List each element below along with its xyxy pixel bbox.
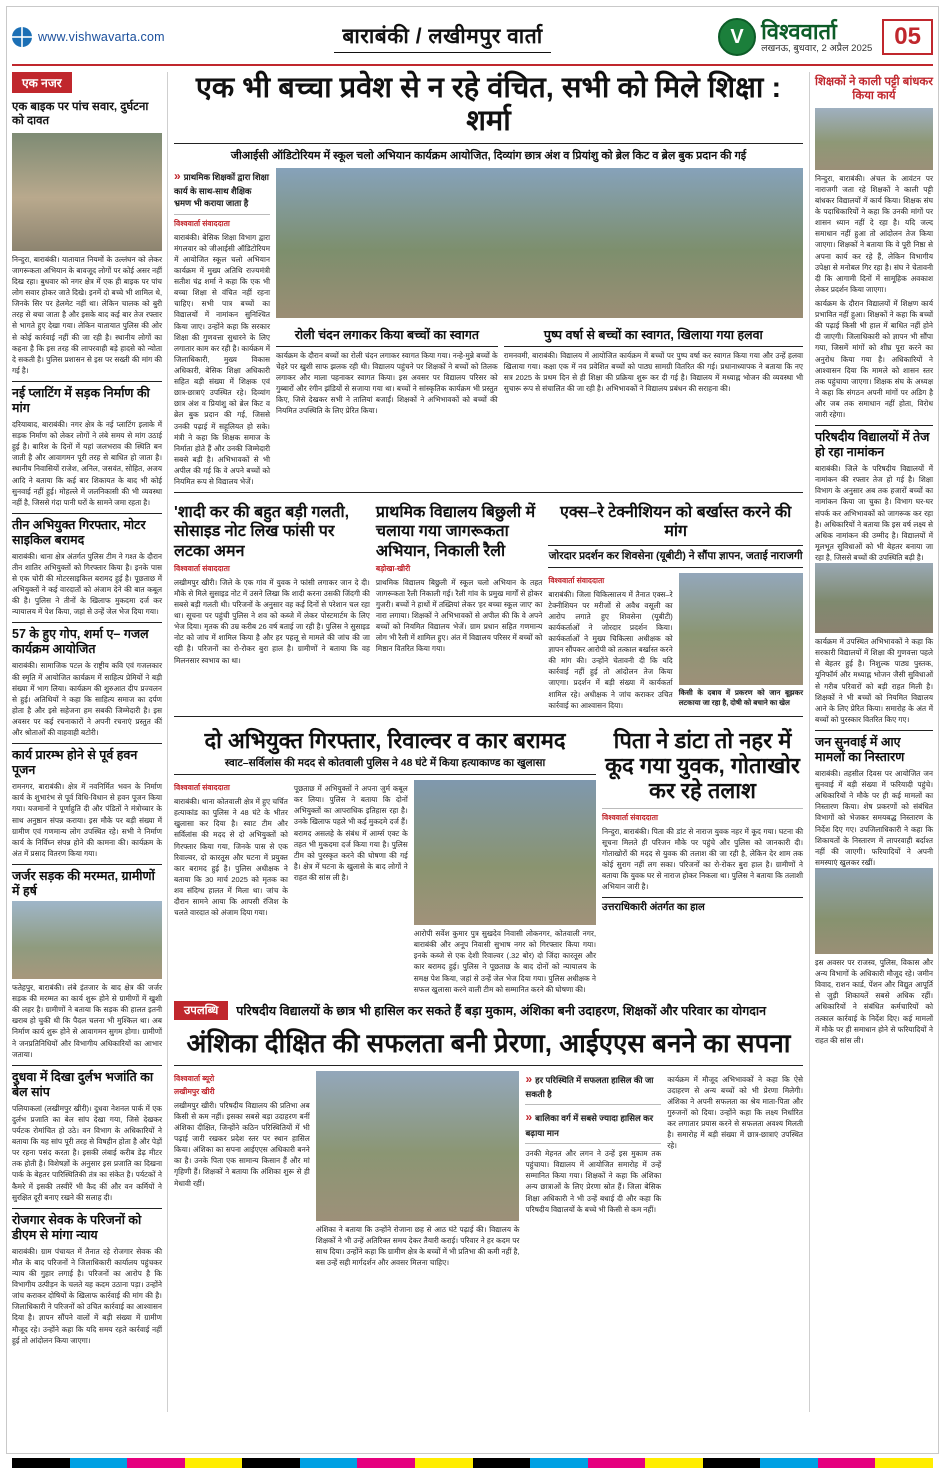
right-column-subheadline-2: जन सुनवाई में आए मामलों का निस्तारण	[815, 730, 933, 765]
pull-quote-text: बालिका वर्ग में सबसे ज्यादा हासिल कर बढ़ाया मान	[525, 1113, 654, 1138]
photo-bike-riders	[12, 133, 162, 251]
story-place: बड़ोखा-खीरी	[375, 563, 411, 573]
story-body: कार्यक्रम में मौजूद अभिभावकों ने कहा कि ऐसे उदाहरण से अन्य बच्चों को भी प्रेरणा मिलेगी। अंशिका ने अपनी सफलता का श्रेय माता-पिता और गुरुजनों को दिया। उन्होंने कहा कि लक्ष्य निर्धारित कर लगातार प्रयास करने से सफलता अवश्य मिलती है। समारोह में बड़ी संख्या में छात्र-छात्राएं उपस्थित रहे।	[667, 1074, 804, 1151]
byline: विश्ववार्ता संवाददाता	[174, 783, 230, 793]
list-item-body: रामनगर, बाराबंकी। क्षेत्र में नवनिर्मित भवन के निर्माण कार्य के शुभारंभ से पूर्व विधि-विधान से हवन पूजन किया गया। यजमानों ने पूर्णाहुति दी और पंडितों ने मंत्रोच्चार के साथ अनुष्ठान संपन्न कराया। इस मौके पर बड़ी संख्या में ग्रामीण एवं गणमान्य लोग उपस्थित रहे। सभी ने निर्माण कार्य के निर्विघ्न संपन्न होने की कामना की। कार्यक्रम के अंत में प्रसाद वितरण किया गया।	[12, 782, 162, 858]
status-badge: उपलब्धि	[174, 1001, 228, 1020]
edition-line: लखनऊ, बुधवार, 2 अप्रैल 2025	[761, 42, 873, 54]
photo-teachers-protest	[815, 108, 933, 170]
story-body: निन्दुरा, बाराबंकी। पिता की डांट से नाराज युवक नहर में कूद गया। घटना की सूचना मिलते ही परिजन मौके पर पहुंचे और पुलिस को जानकारी दी। गोताखोरों की मदद से युवक की तलाश की जा रही है, लेकिन देर शाम तक कोई सुराग नहीं लग सका। परिजनों का रो-रोकर बुरा हाल है। ग्रामीणों ने बताया कि युवक घर से नाराज होकर निकला था। पुलिस ने बताया कि तलाशी अभियान जारी है।	[602, 826, 803, 892]
list-item-body: फतेहपुर, बाराबंकी। लंबे इंतजार के बाद क्षेत्र की जर्जर सड़क की मरम्मत का कार्य शुरू होने से ग्रामीणों में खुशी की लहर है। ग्रामीणों ने बताया कि सड़क की हालत इतनी खराब हो चुकी थी कि पैदल चलना भी मुश्किल था। अब निर्माण कार्य शुरू होने से आवागमन सुगम होगा। ग्रामीणों ने जनप्रतिनिधियों और विभागीय अधिकारियों का आभार जताया।	[12, 983, 162, 1059]
story-body: प्राथमिक विद्यालय बिछुली में स्कूल चलो अभियान के तहत जागरूकता रैली निकाली गई। रैली गांव के प्रमुख मार्गों से होकर गुजरी। बच्चों ने हाथों में तख्तियां लेकर 'हर बच्चा स्कूल जाए' का नारा लगाया। शिक्षकों ने अभिभावकों से अपील की कि वे अपने बच्चों को नियमित विद्यालय भेजें। ग्राम प्रधान सहित गणमान्य लोग भी रैली में शामिल हुए। अंत में विद्यालय परिसर में बच्चों को मिष्ठान वितरित किया गया।	[375, 577, 543, 654]
list-item-body: बाराबंकी। थाना क्षेत्र अंतर्गत पुलिस टीम ने गश्त के दौरान तीन शातिर अभियुक्तों को गिरफ्तार किया है। इनके पास से एक चोरी की मोटरसाइकिल बरामद हुई है। पूछताछ में अभियुक्तों ने कई वारदातों को अंजाम देने की बात कबूल की है। पुलिस ने तीनों के खिलाफ मुकदमा दर्ज कर न्यायालय में पेश किया, जहां से उन्हें जेल भेज दिया गया।	[12, 551, 162, 617]
right-column-body-4: कार्यक्रम में उपस्थित अभिभावकों ने कहा कि सरकारी विद्यालयों में शिक्षा की गुणवत्ता पहले से बेहतर हुई है। निशुल्क पाठ्य पुस्तक, यूनिफॉर्म और मध्याह्न भोजन जैसी सुविधाओं से गरीब परिवारों को बड़ी राहत मिली है। शिक्षकों ने भी बच्चों को नियमित विद्यालय आने के लिए प्रेरित किया। समारोह के अंत में बच्चों को पुरस्कार वितरित किए गए।	[815, 637, 933, 724]
photo-school-children	[815, 563, 933, 633]
color-swatch	[875, 1458, 933, 1468]
bottom-col-3	[525, 1071, 661, 1268]
story-xray-text	[548, 573, 672, 711]
caption-col-b	[504, 322, 803, 417]
story-headline: पिता ने डांटा तो नहर में कूद गया युवक, गोताखोर कर रहे तलाश	[605, 727, 800, 804]
page-number: 05	[882, 19, 933, 55]
body-grid	[12, 72, 933, 1412]
story-place: लखीमपुर खीरी	[174, 1086, 215, 1096]
lead-story-block	[174, 168, 803, 488]
quote-icon: »	[525, 1110, 533, 1125]
photo-flag-ceremony	[276, 168, 803, 318]
publication-logo	[718, 18, 872, 56]
color-swatch	[818, 1458, 876, 1468]
right-column-body-6: इस अवसर पर राजस्व, पुलिस, विकास और अन्य विभागों के अधिकारी मौजूद रहे। जमीन विवाद, राशन कार्ड, पेंशन और विद्युत आपूर्ति से जुड़ी शिकायतें सबसे अधिक रहीं। अधिकारियों ने संबंधित कर्मचारियों को तत्काल कार्रवाई के निर्देश दिए। कई मामलों में मौके पर ही समाधान होने से फरियादियों ने राहत की सांस ली।	[815, 958, 933, 1045]
caption-col-a	[276, 322, 498, 417]
story-suicide	[174, 498, 370, 711]
list-item: दुधवा में दिखा दुर्लभ भजांति का बेल सांप	[12, 1065, 162, 1100]
list-item-body: बाराबंकी। सामाजिक पटल के राष्ट्रीय कवि एवं गजलकार की स्मृति में आयोजित कार्यक्रम में साहित्य प्रेमियों ने बड़ी संख्या में भाग लिया। कार्यक्रम की शुरुआत दीप प्रज्वलन से हुई। अतिथियों ने कहा कि साहित्य समाज का दर्पण होता है और इसे सहेजना हम सबकी जिम्मेदारी है। इस अवसर पर कई रचनाकारों ने अपनी रचनाएं प्रस्तुत कीं और श्रोताओं की वाहवाही बटोरी।	[12, 661, 162, 738]
caption-body: रामनवमी, बाराबंकी। विद्यालय में आयोजित कार्यक्रम में बच्चों पर पुष्प वर्षा कर स्वागत किया गया और उन्हें हलवा खिलाया गया। कक्षा एक में नव प्रवेशित बच्चों को पाठ्य सामग्री वितरित की गई। प्रधानाध्यापक ने बताया कि नए सत्र 2025 के प्रथम दिन से ही शिक्षा की प्रक्रिया शुरू कर दी गई है। विद्यालय में मध्याह्न भोजन की व्यवस्था भी सुचारू रूप से संचालित की जा रही है। अभिभावकों ने विद्यालय प्रबंधन की सराहना की।	[503, 350, 803, 394]
story-body: उनकी मेहनत और लगन ने उन्हें इस मुकाम तक पहुंचाया। विद्यालय में आयोजित समारोह में उन्हें सम्मानित किया गया। शिक्षकों ने कहा कि अंशिका अन्य छात्राओं के लिए प्रेरणा स्रोत हैं। जिला बेसिक शिक्षा अधिकारी ने भी उन्हें बधाई दी और कहा कि परिषदीय विद्यालयों के बच्चे भी किसी से कम नहीं।	[525, 1149, 662, 1214]
pull-quote	[174, 168, 270, 215]
right-column-body-3: बाराबंकी। जिले के परिषदीय विद्यालयों में नामांकन की रफ्तार तेज हो गई है। शिक्षा विभाग के अनुसार अब तक हजारों बच्चों का नामांकन किया जा चुका है। विभाग घर-घर संपर्क कर अभिभावकों को जागरूक कर रहा है। अधिकारियों ने बताया कि इस वर्ष लक्ष्य से अधिक नामांकन की उम्मीद है। विद्यालयों में मूलभूत सुविधाओं को भी बेहतर बनाया जा रहा है, जिससे बच्चों की उपस्थिति बढ़ी है।	[815, 464, 933, 563]
masthead	[12, 10, 933, 66]
photo-police-arrest	[414, 780, 596, 925]
story-body: बाराबंकी। जिला चिकित्सालय में तैनात एक्स–रे टेक्नीशियन पर मरीजों से अवैध वसूली का आरोप लगाते हुए शिवसेना (यूबीटी) कार्यकर्ताओं ने जोरदार प्रदर्शन किया। कार्यकर्ताओं ने मुख्य चिकित्सा अधीक्षक को ज्ञापन सौंपकर आरोपी को तत्काल बर्खास्त करने की मांग की। उन्होंने चेतावनी दी कि यदि कार्रवाई नहीं हुई तो आंदोलन तेज किया जाएगा। प्रदर्शन में बड़ी संख्या में कार्यकर्ता शामिल रहे। अधीक्षक ने जांच कराकर उचित कार्रवाई का आश्वासन दिया।	[548, 589, 673, 710]
story-body: पूछताछ में अभियुक्तों ने अपना जुर्म कबूल कर लिया। पुलिस ने बताया कि दोनों अभियुक्तों का आपराधिक इतिहास रहा है। उनके खिलाफ पहले भी कई मुकदमे दर्ज हैं। बरामद असलहे के संबंध में आर्म्स एक्ट के तहत भी मुकदमा दर्ज किया गया है। पुलिस टीम को पुरस्कृत करने की घोषणा की गई है। क्षेत्र में घटना के खुलासे के बाद लोगों ने राहत की सांस ली है।	[293, 784, 408, 882]
story-body: बाराबंकी। थाना कोतवाली क्षेत्र में हुए चर्चित हत्याकांड का पुलिस ने 48 घंटे के भीतर खुलासा कर दिया है। स्वाट टीम और सर्विलांस की मदद से दो अभियुक्तों को गिरफ्तार किया गया, जिनके पास से एक रिवाल्वर, दो कारतूस और घटना में प्रयुक्त कार बरामद हुई है। पुलिस अधीक्षक ने बताया कि 30 मार्च 2025 को मृतक का शव संदिग्ध हालत में मिला था। जांच के दौरान सामने आया कि आपसी रंजिश के चलते वारदात को अंजाम दिया गया।	[174, 797, 288, 918]
byline: विश्ववार्ता संवाददाता	[548, 575, 605, 585]
story-school-rally	[376, 498, 542, 711]
pull-quote	[525, 1071, 661, 1106]
bottom-col-photo	[316, 1071, 520, 1268]
list-item-body: बाराबंकी। ग्राम पंचायत में तैनात रहे रोजगार सेवक की मौत के बाद परिजनों ने जिलाधिकारी कार्यालय पहुंचकर न्याय की गुहार लगाई है। परिजनों का आरोप है कि विभागीय उत्पीड़न के चलते यह कदम उठाना पड़ा। उन्होंने जांच कराकर दोषियों के खिलाफ कार्रवाई की मांग की है। जिलाधिकारी ने परिजनों को उचित कार्रवाई का आश्वासन दिया है। ज्ञापन सौंपने वालों में बड़ी संख्या में ग्रामीण मौजूद रहे। उन्होंने कहा कि यदि समय रहते कार्रवाई नहीं हुई तो आंदोलन किया जाएगा।	[12, 1246, 162, 1345]
main-dek: जीआईसी ऑडिटोरियम में स्कूल चलो अभियान कार्यक्रम आयोजित, दिव्यांग छात्र अंश व प्रियांशु को ब्रेल किट व ब्रेल बुक प्रदान की गई	[230, 149, 747, 162]
main-column	[174, 72, 803, 1412]
list-item: एक बाइक पर पांच सवार, दुर्घटना को दावत	[12, 101, 149, 128]
list-item: नई प्लाटिंग में सड़क निर्माण की मांग	[12, 381, 162, 416]
right-column-body: निन्दुरा, बाराबंकी। अंचल के आवंटन पर नाराजगी जता रहे शिक्षकों ने काली पट्टी बांधकर विद्यालयों में कार्य किया। शिक्षक संघ के पदाधिकारियों ने कहा कि उनकी मांगों पर शासन ध्यान नहीं दे रहा है। यदि जल्द समाधान नहीं हुआ तो आंदोलन तेज किया जाएगा। शिक्षकों ने बताया कि वे पूरी निष्ठा से अपना कार्य कर रहे हैं, लेकिन विभागीय उपेक्षा से मनोबल गिर रहा है। संघ ने चेतावनी दी कि आगामी दिनों में सामूहिक अवकाश लेकर प्रदर्शन किया जाएगा।	[815, 173, 933, 294]
byline: विश्ववार्ता संवाददाता	[174, 218, 230, 228]
color-swatch	[127, 1458, 185, 1468]
bottom-headline: अंशिका दीक्षित की सफलता बनी प्रेरणा, आईएएस बनने का सपना	[174, 1024, 803, 1066]
achievement-kicker: परिषदीय विद्यालयों के छात्र भी हासिल कर सकते हैं बड़ा मुकाम, अंशिका बनी उदाहरण, शिक्षकों और परिवार का योगदान	[236, 1003, 767, 1018]
list-item: रोजगार सेवक के परिजनों को डीएम से मांगा न्याय	[12, 1208, 162, 1243]
list-item-body: निन्दुरा, बाराबंकी। यातायात नियमों के उल्लंघन को लेकर जागरूकता अभियान के बावजूद लोगों पर कोई असर नहीं दिख रहा। बुधवार को नगर क्षेत्र में एक ही बाइक पर पांच लोग सवार होकर जाते दिखे। इनमें दो बच्चे भी शामिल थे, जिनके सिर पर हेलमेट नहीं था। लेकिन चालक को बुरी तरह से बचा जाता है और इसके बाद कई बार तेज रफ्तार से भागते हुए देखा गया। लेकिन यातायात पुलिस की ओर से कोई कार्रवाई नहीं की जा रही है। स्थानीय लोगों का कहना है कि इस तरह की लापरवाही बड़े हादसे को न्योता दे सकती है। पुलिस प्रशासन से इस पर सख्ती की मांग की गई है।	[12, 254, 162, 375]
color-swatch	[12, 1458, 70, 1468]
bottom-columns	[174, 1071, 803, 1268]
color-swatch	[70, 1458, 128, 1468]
story-dek: स्वाट–सर्विलांस की मदद से कोतवाली पुलिस ने 48 घंटे में किया हत्याकाण्ड का खुलासा	[174, 756, 596, 775]
list-item-body: पलियाकलां (लखीमपुर खीरी)। दुधवा नेशनल पार्क में एक दुर्लभ प्रजाति का बेल सांप देखा गया, जिसे देखकर पर्यटक रोमांचित हो उठे। वन विभाग के अधिकारियों ने बताया कि यह सांप पूरी तरह से विषहीन होता है और पेड़ों पर रहना पसंद करता है। इसकी लंबाई करीब डेढ़ मीटर तक होती है। विशेषज्ञों के अनुसार इस प्रजाति का दिखना पार्क के बेहतर पारिस्थितिकी तंत्र का संकेत है। पर्यटकों ने कैमरे में इसकी तस्वीरें भी कैद कीं और वन कर्मियों ने सुरक्षित दूरी बनाए रखने की सलाह दी।	[12, 1103, 162, 1202]
divider	[174, 716, 803, 717]
second-row	[174, 498, 803, 711]
story-dek: जोरदार प्रदर्शन कर शिवसेना (यूबीटी) ने सौंपा ज्ञापन, जताई नाराजगी	[548, 549, 803, 568]
right-column-subheadline: परिषदीय विद्यालयों में तेज हो रहा नामांकन	[815, 425, 933, 460]
arrest-col-1	[174, 780, 288, 995]
byline: विश्ववार्ता संवाददाता	[602, 812, 658, 822]
list-item-body: दरियाबाद, बाराबंकी। नगर क्षेत्र के नई प्लाटिंग इलाके में सड़क निर्माण को लेकर लोगों ने लंबे समय से मांग उठाई हुई है। बारिश के दिनों में यहां जलभराव की स्थिति बन जाती है और आवागमन पूरी तरह से बाधित हो जाता है। स्थानीय निवासियों राजेश, अनिल, जसवंत, सोहित, अजय आदि ने बताया कि कई बार शिकायत के बाद भी कोई सुनवाई नहीं हुई। मोहल्ले में जलनिकासी की भी व्यवस्था नहीं है, जिससे गंदा पानी घरों के सामने जमा रहता है।	[12, 419, 162, 507]
logo-title: विश्ववार्ता	[761, 19, 837, 45]
page-title: एक भी बच्चा प्रवेश से न रहे वंचित, सभी को मिले शिक्षा : शर्मा	[174, 72, 803, 144]
color-swatch	[473, 1458, 531, 1468]
photo-caption: पुष्प वर्षा से बच्चों का स्वागत, खिलाया गया हलवा	[504, 326, 803, 347]
color-swatch	[415, 1458, 473, 1468]
photo-caption: किसी के दबाव में प्रकरण को जान बूझकर लटकाया जा रहा है, दोषी को बचाने का खेल	[678, 687, 804, 707]
quote-icon: »	[174, 168, 181, 183]
pull-quote	[525, 1109, 661, 1144]
lead-story-col1	[174, 168, 270, 488]
right-column-body-2: कार्यक्रम के दौरान विद्यालयों में शिक्षण कार्य प्रभावित नहीं हुआ। शिक्षकों ने कहा कि बच्चों की पढ़ाई किसी भी हाल में बाधित नहीं होने दी जाएगी। जिलाधिकारी को ज्ञापन भी सौंपा गया, जिसमें मांगों को शीघ्र पूरा करने का अनुरोध किया गया है। अधिकारियों ने आश्वासन दिया कि मामले को शासन स्तर तक पहुंचाया जाएगा। शिक्षक संघ के अध्यक्ष ने कहा कि संगठन अपनी मांगों पर अडिग है और जब तक समाधान नहीं होता, विरोध जारी रहेगा।	[815, 298, 933, 420]
story-canal	[602, 722, 803, 995]
byline: विश्ववार्ता ब्यूरो	[174, 1073, 215, 1083]
color-swatch	[645, 1458, 703, 1468]
color-swatch	[703, 1458, 761, 1468]
pull-quote-text: हर परिस्थिति में सफलता हासिल की जा सकती है	[525, 1074, 654, 1100]
story-headline: दो अभियुक्त गिरफ्तार, रिवाल्वर व कार बरामद	[204, 727, 566, 753]
photo-caption: रोली चंदन लगाकर किया बच्चों का स्वागत	[276, 326, 498, 347]
masthead-left	[12, 27, 252, 47]
lead-body: बाराबंकी। बेसिक शिक्षा विभाग द्वारा मंगलवार को जीआईसी ऑडिटोरियम में आयोजित स्कूल चलो अभियान कार्यक्रम में मुख्य अतिथि राज्यमंत्री सतीश चंद्र शर्मा ने कहा कि एक भी बच्चा शिक्षा से वंचित नहीं रहना चाहिए। सभी पात्र बच्चों का विद्यालयों में नामांकन सुनिश्चित किया जाए। उन्होंने कहा कि सरकार शिक्षा की गुणवत्ता सुधारने के लिए लगातार काम कर रही है। कार्यक्रम में जिलाधिकारी, मुख्य विकास अधिकारी, बेसिक शिक्षा अधिकारी सहित बड़ी संख्या में शिक्षक एवं छात्र-छात्राएं उपस्थित रहे। दिव्यांग छात्र अंश व प्रियांशु को ब्रेल किट व ब्रेल बुक प्रदान की गई, जिससे उनकी पढ़ाई में सहूलियत हो सके। मंत्री ने कहा कि शिक्षक समाज के निर्माता होते हैं और उनकी जिम्मेदारी सबसे बड़ी है। अभिभावकों से भी अपील की गई कि वे अपने बच्चों को नियमित रूप से विद्यालय भेजें।	[174, 232, 270, 487]
story-subheadline: उत्तराधिकारी अंतर्गत का हाल	[602, 897, 803, 914]
divider	[174, 492, 803, 493]
masthead-right	[633, 18, 933, 56]
globe-icon	[12, 27, 32, 47]
color-swatch	[530, 1458, 588, 1468]
story-arrest	[174, 722, 596, 995]
left-column-tag: एक नजर	[12, 72, 72, 93]
story-body: लखीमपुर खीरी। जिले के एक गांव में युवक ने फांसी लगाकर जान दे दी। मौके से मिले सुसाइड नोट में उसने लिखा कि शादी करना उसकी जिंदगी की सबसे बड़ी गलती थी। परिजनों के अनुसार वह कई दिनों से परेशान चल रहा था। सूचना पर पहुंची पुलिस ने शव को कब्जे में लेकर पोस्टमार्टम के लिए भेज दिया। मृतक की उम्र करीब 26 वर्ष बताई जा रही है। पुलिस ने सुसाइड नोट को जांच में शामिल किया है और हर पहलू से मामले की जांच की जा रही है। परिजनों का रो-रोकर बुरा हाल है। ग्रामीणों ने बताया कि वह मिलनसार स्वभाव का था।	[174, 577, 370, 665]
achievement-badge-row	[174, 1001, 803, 1020]
lead-story-photo-col	[276, 168, 803, 488]
color-swatch	[760, 1458, 818, 1468]
arrest-col-2	[294, 780, 408, 995]
photo-protest	[679, 573, 803, 685]
list-item: जर्जर सड़क की मरम्मत, ग्रामीणों में हर्ष	[12, 864, 162, 899]
story-body: आरोपी सर्वेश कुमार पुत्र सुखदेव निवासी लोकनगर, कोतवाली नगर, बाराबंकी और अनूप निवासी सुभाष नगर को गिरफ्तार किया गया। इनके कब्जे से एक देशी रिवाल्वर (.32 बोर) दो जिंदा कारतूस और कार बरामद हुई। पुलिस ने पूछताछ के बाद दोनों को न्यायालय के समक्ष पेश किया, जहां से उन्हें जेल भेज दिया गया। पुलिस अधीक्षक ने सफल खुलासा करने वाली टीम को सम्मानित करने की घोषणा की।	[413, 929, 597, 994]
photo-family-felicitation	[316, 1071, 520, 1221]
color-swatch	[300, 1458, 358, 1468]
right-column-headline: शिक्षकों ने काली पट्टी बांधकर किया कार्य	[815, 76, 933, 103]
bottom-col-1	[174, 1071, 310, 1268]
pull-quote-text: प्राथमिक शिक्षकों द्वारा शिक्षा कार्य के साथ-साथ शैक्षिक भ्रमण भी कराया जाता है	[174, 171, 269, 209]
logo-icon: V	[718, 18, 756, 56]
color-swatch	[588, 1458, 646, 1468]
print-color-bar	[12, 1458, 933, 1468]
color-swatch	[242, 1458, 300, 1468]
caption-body: कार्यक्रम के दौरान बच्चों का रोली चंदन लगाकर स्वागत किया गया। नन्हे-मुन्ने बच्चों के चेहरे पर खुशी साफ झलक रही थी। विद्यालय पहुंचने पर शिक्षकों ने बच्चों को तिलक लगाकर और माला पहनाकर स्वागत किया। इस अवसर पर विद्यालय परिसर को गुब्बारों और रंगीन झंडियों से सजाया गया था। बच्चों ने सांस्कृतिक कार्यक्रम भी प्रस्तुत किए, जिसे देखकर सभी ने तालियां बजाईं। शिक्षकों ने अभिभावकों को बच्चों की नियमित उपस्थिति के लिए प्रेरित किया।	[276, 350, 498, 416]
story-body: अंशिका ने बताया कि उन्होंने रोजाना छह से आठ घंटे पढ़ाई की। विद्यालय के शिक्षकों ने भी उन्हें अतिरिक्त समय देकर तैयारी कराई। परिवार ने हर कदम पर साथ दिया। उन्होंने कहा कि ग्रामीण क्षेत्र के बच्चों में भी प्रतिभा की कमी नहीं है, बस उन्हें सही मार्गदर्शन और अवसर मिलना चाहिए।	[315, 1224, 520, 1268]
masthead-center	[252, 22, 633, 53]
left-column	[12, 72, 168, 1412]
story-xray-photo	[679, 573, 803, 711]
list-item: 57 के हुए गोप, शर्मा ए– गजल कार्यक्रम आयोजित	[12, 622, 162, 657]
story-body: लखीमपुर खीरी। परिषदीय विद्यालय की प्रतिभा अब किसी से कम नहीं। इसका सबसे बड़ा उदाहरण बनीं अंशिका दीक्षित, जिन्होंने कठिन परिस्थितियों में भी पढ़ाई जारी रखकर प्रदेश स्तर पर स्थान हासिल किया। अंशिका का सपना आईएएस अधिकारी बनने का है। उनके पिता एक सामान्य किसान हैं और मां गृहिणी हैं। शिक्षकों ने बताया कि अंशिका शुरू से ही मेधावी रहीं।	[174, 1100, 310, 1188]
list-item: कार्य प्रारम्भ होने से पूर्व हवन पूजन	[12, 743, 162, 778]
right-column	[809, 72, 933, 1412]
logo-text	[761, 20, 872, 53]
photo-road-repair	[12, 901, 162, 979]
quote-icon: »	[525, 1071, 533, 1086]
story-headline: एक्स–रे टेक्नीशियन को बर्खास्त करने की मांग	[548, 503, 803, 545]
color-swatch	[357, 1458, 415, 1468]
list-item: तीन अभियुक्त गिरफ्तार, मोटर साइकिल बरामद	[12, 513, 162, 548]
photo-public-hearing	[815, 868, 933, 954]
arrest-col-3	[414, 780, 596, 995]
third-row	[174, 722, 803, 995]
story-headline: प्राथमिक विद्यालय बिछुली में चलाया गया जागरूकता अभियान, निकाली रैली	[375, 504, 536, 560]
site-url[interactable]: www.vishwavarta.com	[38, 30, 165, 44]
divider	[602, 808, 803, 809]
right-column-body-5: बाराबंकी। तहसील दिवस पर आयोजित जन सुनवाई में बड़ी संख्या में फरियादी पहुंचे। अधिकारियों ने मौके पर ही कई मामलों का निस्तारण किया। शेष प्रकरणों को संबंधित विभागों को भेजकर समयबद्ध निस्तारण के निर्देश दिए गए। उपजिलाधिकारी ने कहा कि शिकायतों के निस्तारण में लापरवाही बर्दाश्त नहीं की जाएगी। फरियादियों ने अपनी समस्याएं खुलकर रखीं।	[815, 769, 933, 867]
bottom-col-4	[667, 1071, 803, 1268]
byline: विश्ववार्ता संवाददाता	[174, 563, 230, 573]
story-xray	[548, 498, 803, 711]
color-swatch	[185, 1458, 243, 1468]
story-headline: 'शादी कर की बहुत बड़ी गलती, सोसाइड नोट लिख फांसी पर लटका अमन	[174, 504, 350, 560]
section-title: बाराबंकी / लखीमपुर वार्ता	[334, 22, 550, 53]
